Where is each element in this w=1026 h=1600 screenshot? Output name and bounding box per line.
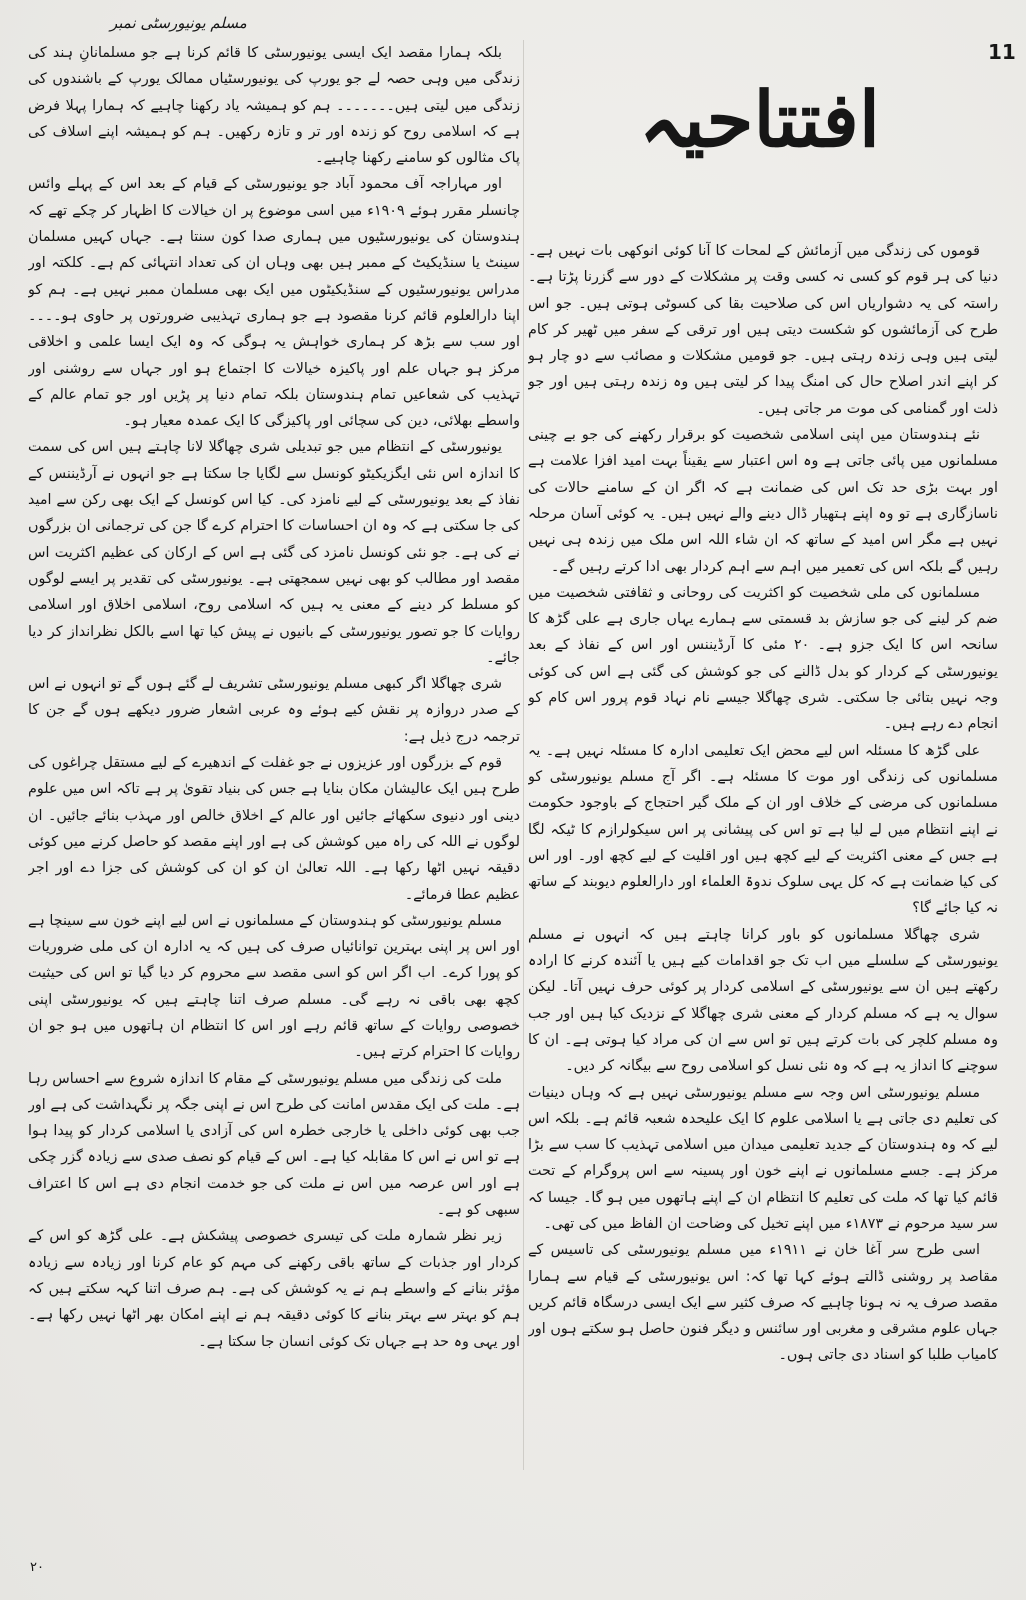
paragraph: مسلمانوں کی ملی شخصیت کو اکثریت کی روحانی و ثقافتی شخصیت میں ضم کر لینے کی جو سازش بد قسمتی سے ہمارے یہاں جاری ہے علی گڑھ کا سانحہ اس کا ایک جزو ہے۔ ۲۰ مئی کا آرڈیننس اور اس کے نفاذ کے بعد یونیورسٹی کے کردار کو بدل ڈالنے کی جو کوشش کی گئی ہے اس کی کوئی وجہ نہیں بتائی جا سکتی۔ شری چھاگلا جیسے نام نہاد قوم پرور اس کام کو انجام دے رہے ہیں۔ bbox=[528, 584, 998, 733]
column-divider bbox=[523, 40, 524, 1470]
right-column bbox=[528, 238, 998, 1473]
paragraph: شری چھاگلا اگر کبھی مسلم یونیورسٹی تشریف لے گئے ہوں گے تو انہوں نے اس کے صدر دروازہ پر نقش کیے ہوئے وہ عربی اشعار ضرور دیکھے ہوں گے جن کا ترجمہ درج ذیل ہے: bbox=[28, 676, 520, 745]
quoted-paragraph: قوم کے بزرگوں اور عزیزوں نے جو غفلت کے اندھیرے کے لیے مستقل چراغوں کی طرح ہیں ایک عالیشان مکان بنایا ہے جس کی بنیاد تقویٰ پر ہے تاکہ اس میں علوم دینی اور دنیوی سکھائے جائیں اور عالم کے اخلاق خالص اور مہذب بنائے جائیں۔ ان لوگوں نے اللہ کی راہ میں کوشش کی ہے اور اپنے مقصد کو حاصل کرنے میں کوئی دقیقہ نہیں اٹھا رکھا ہے۔ اللہ تعالیٰ ان کو ان کی کوشش کی جزا دے اور اجر عظیم عطا فرمائے۔ bbox=[28, 755, 520, 903]
paragraph: مسلم یونیورسٹی اس وجہ سے مسلم یونیورسٹی نہیں ہے کہ وہاں دینیات کی تعلیم دی جاتی ہے یا اسلامی علوم کا ایک علیحدہ شعبہ قائم ہے۔ بلکہ اس لیے کہ وہ ہندوستان کے جدید تعلیمی میدان میں اسلامی تہذیب کا سب سے بڑا مرکز ہے۔ جسے مسلمانوں نے اپنے خون اور پسینہ سے اس پروگرام کے تحت قائم کیا تھا کہ ملت کی تعلیم کا انتظام ان کے اپنے ہاتھوں میں ہو گا۔ جیسا کہ سر سید مرحوم نے ۱۸۷۳ء میں اپنے تخیل کی وضاحت ان الفاظ میں کی تھی۔ bbox=[528, 1084, 998, 1232]
folio-number: ۲۰ bbox=[30, 1560, 44, 1575]
editorial-title: افتتاحیہ bbox=[639, 75, 880, 164]
page-number: 11 bbox=[988, 40, 1016, 64]
paragraph: شری چھاگلا مسلمانوں کو باور کرانا چاہتے ہیں کہ انہوں نے مسلم یونیورسٹی کے سلسلے میں اب تک جو اقدامات کیے ہیں یا آئندہ کرنے کا ارادہ رکھتے ہیں ان سے یونیورسٹی کے اسلامی کردار پر کوئی حرف نہیں آتا۔ لیکن سوال یہ ہے کہ مسلم کردار کے معنی شری چھاگلا کے نزدیک کیا ہیں اور جب وہ مسلم کلچر کی بات کرتے ہیں تو اس سے ان کی مراد کیا ہوتی ہے۔ ان کا سوچنے کا انداز یہ ہے کہ وہ نئی نسل کو اسلامی روح سے بیگانہ کر دیں۔ bbox=[528, 926, 998, 1075]
paragraph: بلکہ ہمارا مقصد ایک ایسی یونیورسٹی کا قائم کرنا ہے جو مسلمانانِ ہند کی زندگی میں وہی حصہ لے جو یورپ کی یونیورسٹیاں ممالک یورپ کے باشندوں کی زندگی میں لیتی ہیں۔۔۔۔۔۔۔ ہم کو ہمیشہ یاد رکھنا چاہیے کہ ہمارا پہلا فرض ہے کہ اسلامی روح کو زندہ اور تر و تازہ رکھیں۔ ہم کو ہمیشہ اپنے اسلاف کی پاک مثالوں کو سامنے رکھنا چاہیے۔ bbox=[28, 45, 520, 167]
paragraph: اسی طرح سر آغا خان نے ۱۹۱۱ء میں مسلم یونیورسٹی کی تاسیس کے مقاصد پر روشنی ڈالتے ہوئے کہا تھا کہ: اس یونیورسٹی کے قیام سے ہمارا مقصد صرف یہ نہ ہونا چاہیے کہ صرف کثیر سے ایک ایسی درسگاہ قائم کریں جہاں علوم مشرقی و مغربی اور سائنس و دیگر فنون حاصل ہو سکتے ہوں اور کامیاب طلبا کو اسناد دی جاتی ہوں۔ bbox=[528, 1242, 998, 1364]
paragraph: مسلم یونیورسٹی کو ہندوستان کے مسلمانوں نے اس لیے اپنے خون سے سینچا ہے اور اس پر اپنی بہترین توانائیاں صرف کی ہیں کہ یہ ادارہ ان کی ملی ضروریات کو پورا کرے۔ اب اگر اس کو اسی مقصد سے محروم کر دیا گیا تو اس کی حیثیت کچھ بھی باقی نہ رہے گی۔ مسلم صرف اتنا چاہتے ہیں کہ یونیورسٹی اپنی خصوصی روایات کے ساتھ قائم رہے اور اس کا انتظام ان ہاتھوں میں ہو جو ان روایات کا احترام کرتے ہیں۔ bbox=[28, 912, 520, 1061]
paragraph: زیر نظر شمارہ ملت کی تیسری خصوصی پیشکش ہے۔ علی گڑھ کو اس کے کردار اور جذبات کے ساتھ باقی رکھنے کی مہم کو عام کرنا اور زیادہ سے زیادہ مؤثر بنانے کے واسطے ہم نے یہ کوشش کی ہے۔ ہم صرف اتنا کہہ سکتے ہیں کہ ہم کو بہتر سے بہتر بنانے کا کوئی دقیقہ ہم نے اپنے امکان بھر اٹھا نہیں رکھا ہے۔ اور یہی وہ حد ہے جہاں تک کوئی انسان جا سکتا ہے۔ bbox=[28, 1228, 520, 1350]
paragraph: اور مہاراجہ آف محمود آباد جو یونیورسٹی کے قیام کے بعد اس کے پہلے وائس چانسلر مقرر ہوئے ۱۹۰۹ء میں اسی موضوع پر ان خیالات کا اظہار کر چکے تھے کہ ہندوستان کی یونیورسٹیوں میں ہماری صدا کون سنتا ہے۔ جہاں کہیں مسلمان سینٹ یا سنڈیکیٹ کے ممبر ہیں بھی وہاں ان کی تعداد انتہائی کم ہے۔ کلکتہ اور مدراس یونیورسٹیوں کے سنڈیکیٹوں میں ایک بھی مسلمان ممبر نہیں ہے۔ ہم کو اپنا دارالعلوم قائم کرنا مقصود ہے جو ہماری تہذیبی ضرورتوں پر حاوی ہو۔۔۔۔ اور سب سے بڑھ کر ہماری خواہش یہ ہوگی کہ وہ ایک ایسا علمی و اخلاقی مرکز ہو جہاں علم اور پاکیزہ خیالات کا اجتماع ہو اور جہاں سے روشنی اور تہذیب کی شعاعیں تمام ہندوستان بلکہ تمام دنیا پر پڑیں اور جو تمام عالم کے واسطے بھلائی، دین کی سچائی اور پاکیزگی کا ایک عمدہ معیار ہو۔ bbox=[28, 176, 520, 430]
paragraph: نئے ہندوستان میں اپنی اسلامی شخصیت کو برقرار رکھنے کی جو بے چینی مسلمانوں میں پائی جاتی ہے وہ اس اعتبار سے یقیناً بہت امید افزا علامت ہے اور بہت بڑی حد تک اس کی ضمانت ہے کہ اگر ان کے سامنے حالات کی ناسازگاری ہے تو وہ اپنے ہتھیار ڈال دینے والے نہیں ہیں۔ یہ کوئی آسان مرحلہ نہیں ہے مگر اس امید کے ساتھ کہ ان شاء اللہ اس ملک میں زندہ ہی نہیں رہیں گے بلکہ اس کی تعمیر میں اہم سے اہم کردار بھی ادا کرتے رہیں گے۔ bbox=[528, 427, 998, 575]
left-column bbox=[28, 40, 520, 1470]
section-header: مسلم یونیورسٹی نمبر bbox=[110, 14, 247, 32]
paragraph: علی گڑھ کا مسئلہ اس لیے محض ایک تعلیمی ادارہ کا مسئلہ نہیں ہے۔ یہ مسلمانوں کی زندگی اور موت کا مسئلہ ہے۔ اگر آج مسلم یونیورسٹی کو مسلمانوں کی مرضی کے خلاف اور ان کے ملک گیر احتجاج کے باوجود حکومت نے اپنے انتظام میں لے لیا ہے تو اس کی پیشانی پر اس سیکولرازم کا ٹیکہ لگا ہے جس کے معنی اکثریت کے لیے کچھ ہیں اور اقلیت کے لیے کچھ اور۔ اور اس کی کیا ضمانت ہے کہ کل یہی سلوک ندوۃ العلماء اور دارالعلوم دیوبند کے ساتھ نہ کیا جائے گا؟ bbox=[528, 742, 998, 917]
paragraph: یونیورسٹی کے انتظام میں جو تبدیلی شری چھاگلا لانا چاہتے ہیں اس کی سمت کا اندازہ اس نئی ایگزیکیٹو کونسل سے لگایا جا سکتا ہے جو انہوں نے آرڈیننس کے نفاذ کے بعد یونیورسٹی کے لیے نامزد کی۔ کیا اس کونسل کے ایک بھی رکن سے امید کی جا سکتی ہے کہ وہ ان احساسات کا احترام کرے گا جن کی ترجمانی ان بزرگوں نے کی ہے۔ جو نئی کونسل نامزد کی گئی ہے اس کے ارکان کی عظیم اکثریت اس مقصد اور مطالب کو بھی نہیں سمجھتی ہے۔ یونیورسٹی کی تقدیر پر ایسے لوگوں کو مسلط کر دینے کے معنی یہ ہیں کہ اسلامی روح، اسلامی اخلاق اور اسلامی روایات کا جو تصور یونیورسٹی کے بانیوں نے پیش کیا تھا اسے بالکل نظرانداز کر دیا جائے۔ bbox=[28, 439, 520, 666]
paragraph: ملت کی زندگی میں مسلم یونیورسٹی کے مقام کا اندازہ شروع سے احساس رہا ہے۔ ملت کی ایک مقدس امانت کی طرح اس نے اپنی جگہ پر نگہداشت کی ہے اور جب بھی کوئی داخلی یا خارجی خطرہ اس کی آزادی یا اسلامی کردار کو پیدا ہوا ہے تو اس نے اس کا مقابلہ کیا ہے۔ اس کے قیام کو نصف صدی سے زیادہ گزر چکی ہے اور اس عرصہ میں اس نے ملت کی جو خدمت انجام دی ہے اس کا اعتراف سبھی کو ہے۔ bbox=[28, 1070, 520, 1219]
paragraph: قوموں کی زندگی میں آزمائش کے لمحات کا آنا کوئی انوکھی بات نہیں ہے۔ دنیا کی ہر قوم کو کسی نہ کسی وقت پر مشکلات کے دور سے گزرنا پڑتا ہے۔ راستہ کی یہ دشواریاں اس کی صلاحیت بقا کی کسوٹی ہوتی ہیں۔ جو اس طرح کی آزمائشوں کو شکست دیتی ہیں اور ترقی کے سفر میں ٹھیر کر کام لیتی ہیں وہی زندہ رہتی ہیں۔ جو قومیں مشکلات و مصائب سے دو چار ہو کر اپنے اندر اصلاح حال کی امنگ پیدا کر لیتی ہیں وہ زندہ رہتی ہیں اور جو ذلت اور گمنامی کی موت مر جاتی ہیں۔ bbox=[528, 243, 998, 417]
